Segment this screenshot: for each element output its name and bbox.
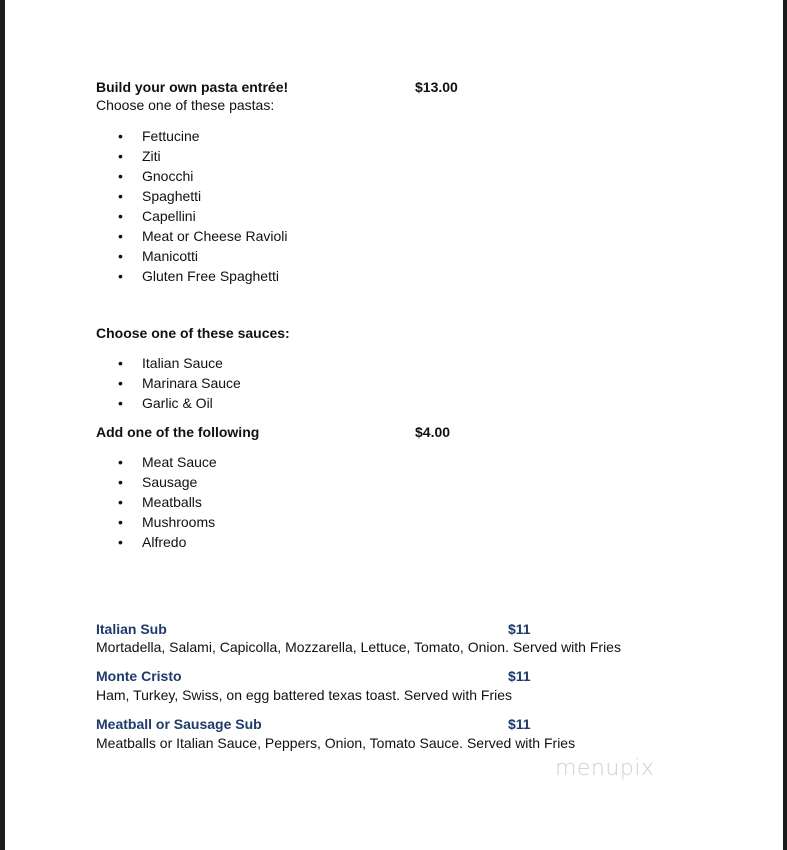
menu-page — [96, 0, 736, 850]
pasta-options-list — [118, 126, 288, 286]
list-item: • Manicotti — [118, 246, 288, 266]
sub-price-italian: $11 — [508, 621, 531, 637]
list-item: • Spaghetti — [118, 186, 288, 206]
sub-title-monte-cristo: Monte Cristo — [96, 668, 182, 684]
list-item: • Fettucine — [118, 126, 288, 146]
list-item: • Marinara Sauce — [118, 373, 241, 393]
sub-price-monte-cristo: $11 — [508, 668, 531, 684]
pasta-subtitle: Choose one of these pastas: — [96, 97, 275, 113]
sub-title-italian: Italian Sub — [96, 621, 167, 637]
addon-options-list — [118, 452, 217, 552]
sub-description-italian: Mortadella, Salami, Capicolla, Mozzarella, Lettuce, Tomato, Onion. Served with Fries — [96, 639, 621, 655]
sub-description-monte-cristo: Ham, Turkey, Swiss, on egg battered texas toast. Served with Fries — [96, 687, 513, 703]
list-item: • Garlic & Oil — [118, 393, 241, 413]
list-item: • Meat Sauce — [118, 452, 217, 472]
list-item: • Capellini — [118, 206, 288, 226]
list-item: • Gnocchi — [118, 166, 288, 186]
addons-title: Add one of the following — [96, 424, 260, 440]
list-item: • Meat or Cheese Ravioli — [118, 226, 288, 246]
sub-description-meatball: Meatballs or Italian Sauce, Peppers, Onion, Tomato Sauce. Served with Fries — [96, 735, 576, 751]
menupix-watermark: menupix — [555, 756, 655, 781]
sauces-title: Choose one of these sauces: — [96, 325, 290, 341]
sauce-options-list — [118, 353, 241, 413]
list-item: • Alfredo — [118, 532, 217, 552]
page-edge-left — [0, 0, 5, 850]
list-item: • Meatballs — [118, 492, 217, 512]
sub-price-meatball: $11 — [508, 716, 531, 732]
sub-title-meatball: Meatball or Sausage Sub — [96, 716, 262, 732]
pasta-title: Build your own pasta entrée! — [96, 79, 289, 95]
list-item: • Mushrooms — [118, 512, 217, 532]
list-item: • Gluten Free Spaghetti — [118, 266, 288, 286]
addons-price: $4.00 — [415, 424, 451, 440]
list-item: • Ziti — [118, 146, 288, 166]
pasta-price: $13.00 — [415, 79, 458, 95]
page-edge-right — [783, 0, 787, 850]
list-item: • Sausage — [118, 472, 217, 492]
list-item: • Italian Sauce — [118, 353, 241, 373]
